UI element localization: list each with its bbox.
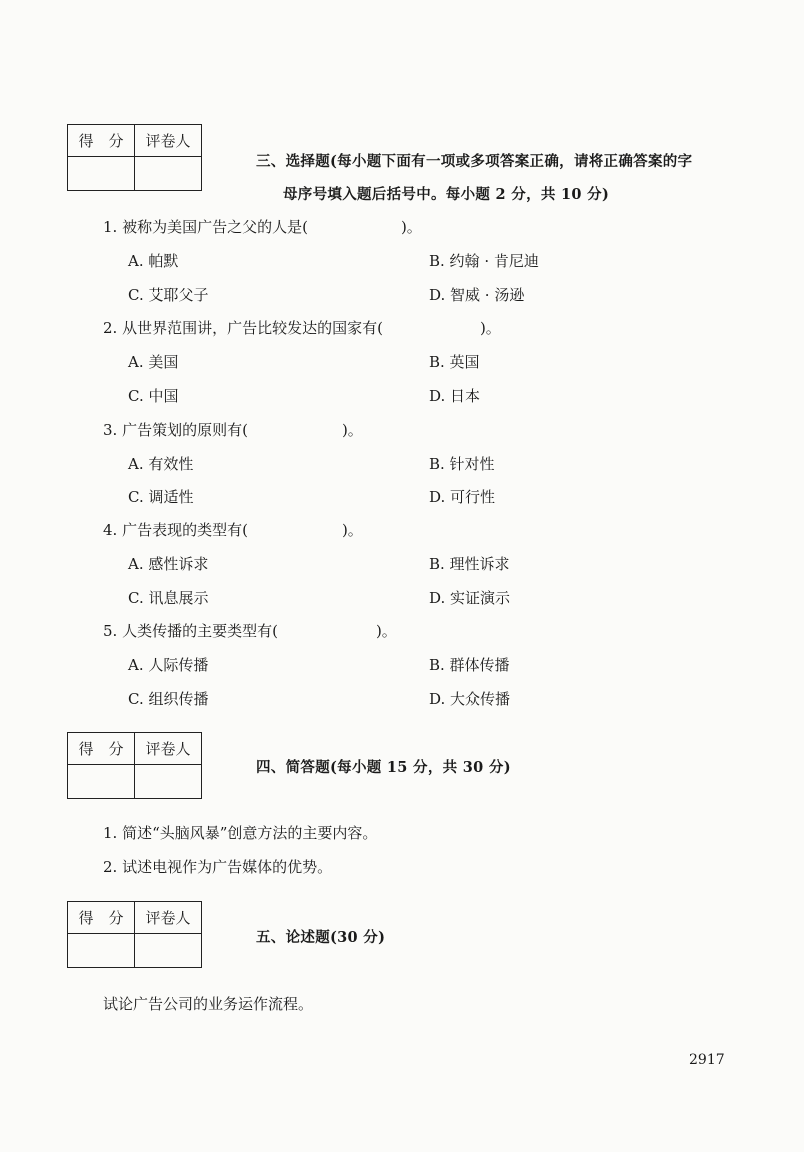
page-number: 2917 — [689, 1052, 725, 1068]
q3-option-c: C. 调适性 — [128, 488, 194, 506]
q3-option-a: A. 有效性 — [128, 455, 194, 473]
question-close: )。 — [341, 421, 363, 439]
score-box-section5 — [67, 901, 202, 968]
grader-cell — [135, 934, 202, 968]
q5-option-a: A. 人际传播 — [128, 656, 209, 674]
question-stem: 1. 被称为美国广告之父的人是( — [103, 218, 308, 236]
question-stem: 4. 广告表现的类型有( — [103, 521, 248, 539]
essay-question: 试论广告公司的业务运作流程。 — [103, 995, 314, 1013]
q1-option-d: D. 智威 · 汤逊 — [429, 286, 525, 304]
section4-title: 四、简答题(每小题 15 分，共 30 分) — [256, 759, 511, 776]
question-2 — [103, 317, 501, 338]
q5-option-b: B. 群体传播 — [429, 656, 510, 674]
question-stem: 3. 广告策划的原则有( — [103, 421, 248, 439]
q4-option-b: B. 理性诉求 — [429, 555, 510, 573]
q1-option-c: C. 艾耶父子 — [128, 286, 209, 304]
question-4 — [103, 519, 363, 540]
question-close: )。 — [341, 521, 363, 539]
q3-option-b: B. 针对性 — [429, 455, 495, 473]
q1-option-a: A. 帕默 — [128, 252, 179, 270]
grader-cell — [135, 157, 202, 191]
q3-option-d: D. 可行性 — [429, 488, 496, 506]
grader-cell — [135, 765, 202, 799]
q4-option-a: A. 感性诉求 — [128, 555, 209, 573]
score-cell — [68, 157, 135, 191]
section3-title-line1: 三、选择题(每小题下面有一项或多项答案正确，请将正确答案的字 — [256, 153, 693, 170]
q5-option-d: D. 大众传播 — [429, 690, 511, 708]
q1-option-b: B. 约翰 · 肯尼迪 — [429, 252, 539, 270]
grader-label: 评卷人 — [135, 733, 202, 765]
question-stem: 2. 从世界范围讲，广告比较发达的国家有( — [103, 319, 383, 337]
grader-label: 评卷人 — [135, 902, 202, 934]
question-1 — [103, 216, 422, 237]
q4-option-d: D. 实证演示 — [429, 589, 511, 607]
q5-option-c: C. 组织传播 — [128, 690, 209, 708]
score-label: 得 分 — [68, 733, 135, 765]
score-box-section3 — [67, 124, 202, 191]
question-close: )。 — [400, 218, 422, 236]
section5-title: 五、论述题(30 分) — [256, 929, 386, 946]
question-3 — [103, 419, 363, 440]
score-label: 得 分 — [68, 125, 135, 157]
q2-option-c: C. 中国 — [128, 387, 179, 405]
grader-label: 评卷人 — [135, 125, 202, 157]
question-close: )。 — [375, 622, 397, 640]
question-5 — [103, 620, 397, 641]
q2-option-a: A. 美国 — [128, 353, 179, 371]
score-box-section4 — [67, 732, 202, 799]
short-answer-2: 2. 试述电视作为广告媒体的优势。 — [103, 858, 333, 876]
section3-title-line2: 母序号填入题后括号中。每小题 2 分，共 10 分) — [283, 186, 610, 203]
q2-option-d: D. 日本 — [429, 387, 481, 405]
q2-option-b: B. 英国 — [429, 353, 480, 371]
question-stem: 5. 人类传播的主要类型有( — [103, 622, 278, 640]
q4-option-c: C. 讯息展示 — [128, 589, 209, 607]
short-answer-1: 1. 简述“头脑风暴”创意方法的主要内容。 — [103, 824, 378, 842]
question-close: )。 — [479, 319, 501, 337]
score-label: 得 分 — [68, 902, 135, 934]
score-cell — [68, 934, 135, 968]
score-cell — [68, 765, 135, 799]
